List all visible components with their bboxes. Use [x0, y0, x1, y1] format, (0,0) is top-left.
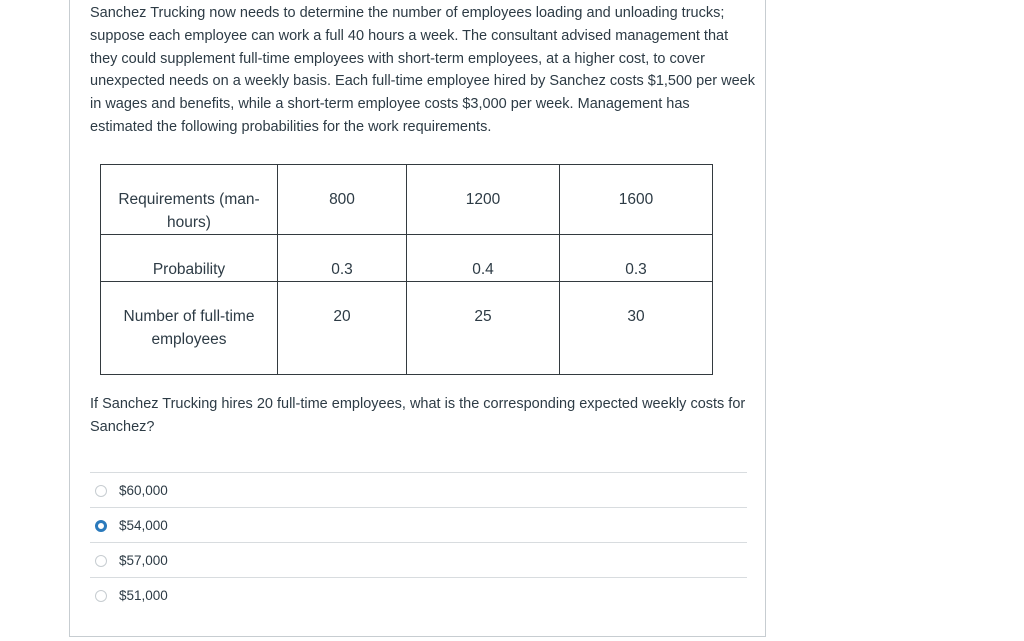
table-cell: 1200: [407, 165, 560, 235]
question-text: Sanchez Trucking now needs to determine the number of employees loading and unloading trucks; suppose each employee can work a full 40 hours a week. The consultant advised management that they could supplement full-time employees with short-term employees, at a higher cost, to cover unexpected needs on a weekly basis. Each full-time employee hired by Sanchez costs $1,500 per week in wages and benefits, while a short-term employee costs $3,000 per week. Management has estimated the following probabilities for the work requirements.: [90, 5, 755, 135]
table-row: [101, 282, 713, 375]
table-cell: 0.3: [560, 235, 713, 282]
table-cell: 0.3: [278, 235, 407, 282]
answer-label: $54,000: [119, 518, 168, 533]
table-cell: 25: [407, 282, 560, 375]
answer-label: $57,000: [119, 553, 168, 568]
answer-list: [90, 472, 747, 612]
requirements-table: [100, 164, 713, 375]
radio-button[interactable]: [95, 485, 107, 497]
table-cell: 800: [278, 165, 407, 235]
answer-option[interactable]: [90, 542, 747, 577]
table-cell: 0.4: [407, 235, 560, 282]
table-row: [101, 235, 713, 282]
answer-label: $60,000: [119, 483, 168, 498]
table-row: [101, 165, 713, 235]
row-label-requirements: Requirements (man-hours): [101, 165, 278, 235]
followup-question: If Sanchez Trucking hires 20 full-time employees, what is the corresponding expected weekly costs for Sanchez?: [90, 396, 746, 435]
answer-option[interactable]: [90, 577, 747, 612]
table-cell: 1600: [560, 165, 713, 235]
answer-option[interactable]: [90, 507, 747, 542]
answer-label: $51,000: [119, 588, 168, 603]
radio-button[interactable]: [95, 555, 107, 567]
row-label-employees: Number of full-time employees: [101, 282, 278, 375]
table-cell: 20: [278, 282, 407, 375]
answer-option[interactable]: [90, 472, 747, 507]
table-cell: 30: [560, 282, 713, 375]
question-card: [69, 0, 766, 637]
radio-button[interactable]: [95, 590, 107, 602]
radio-button[interactable]: [95, 520, 107, 532]
row-label-probability: Probability: [101, 235, 278, 282]
